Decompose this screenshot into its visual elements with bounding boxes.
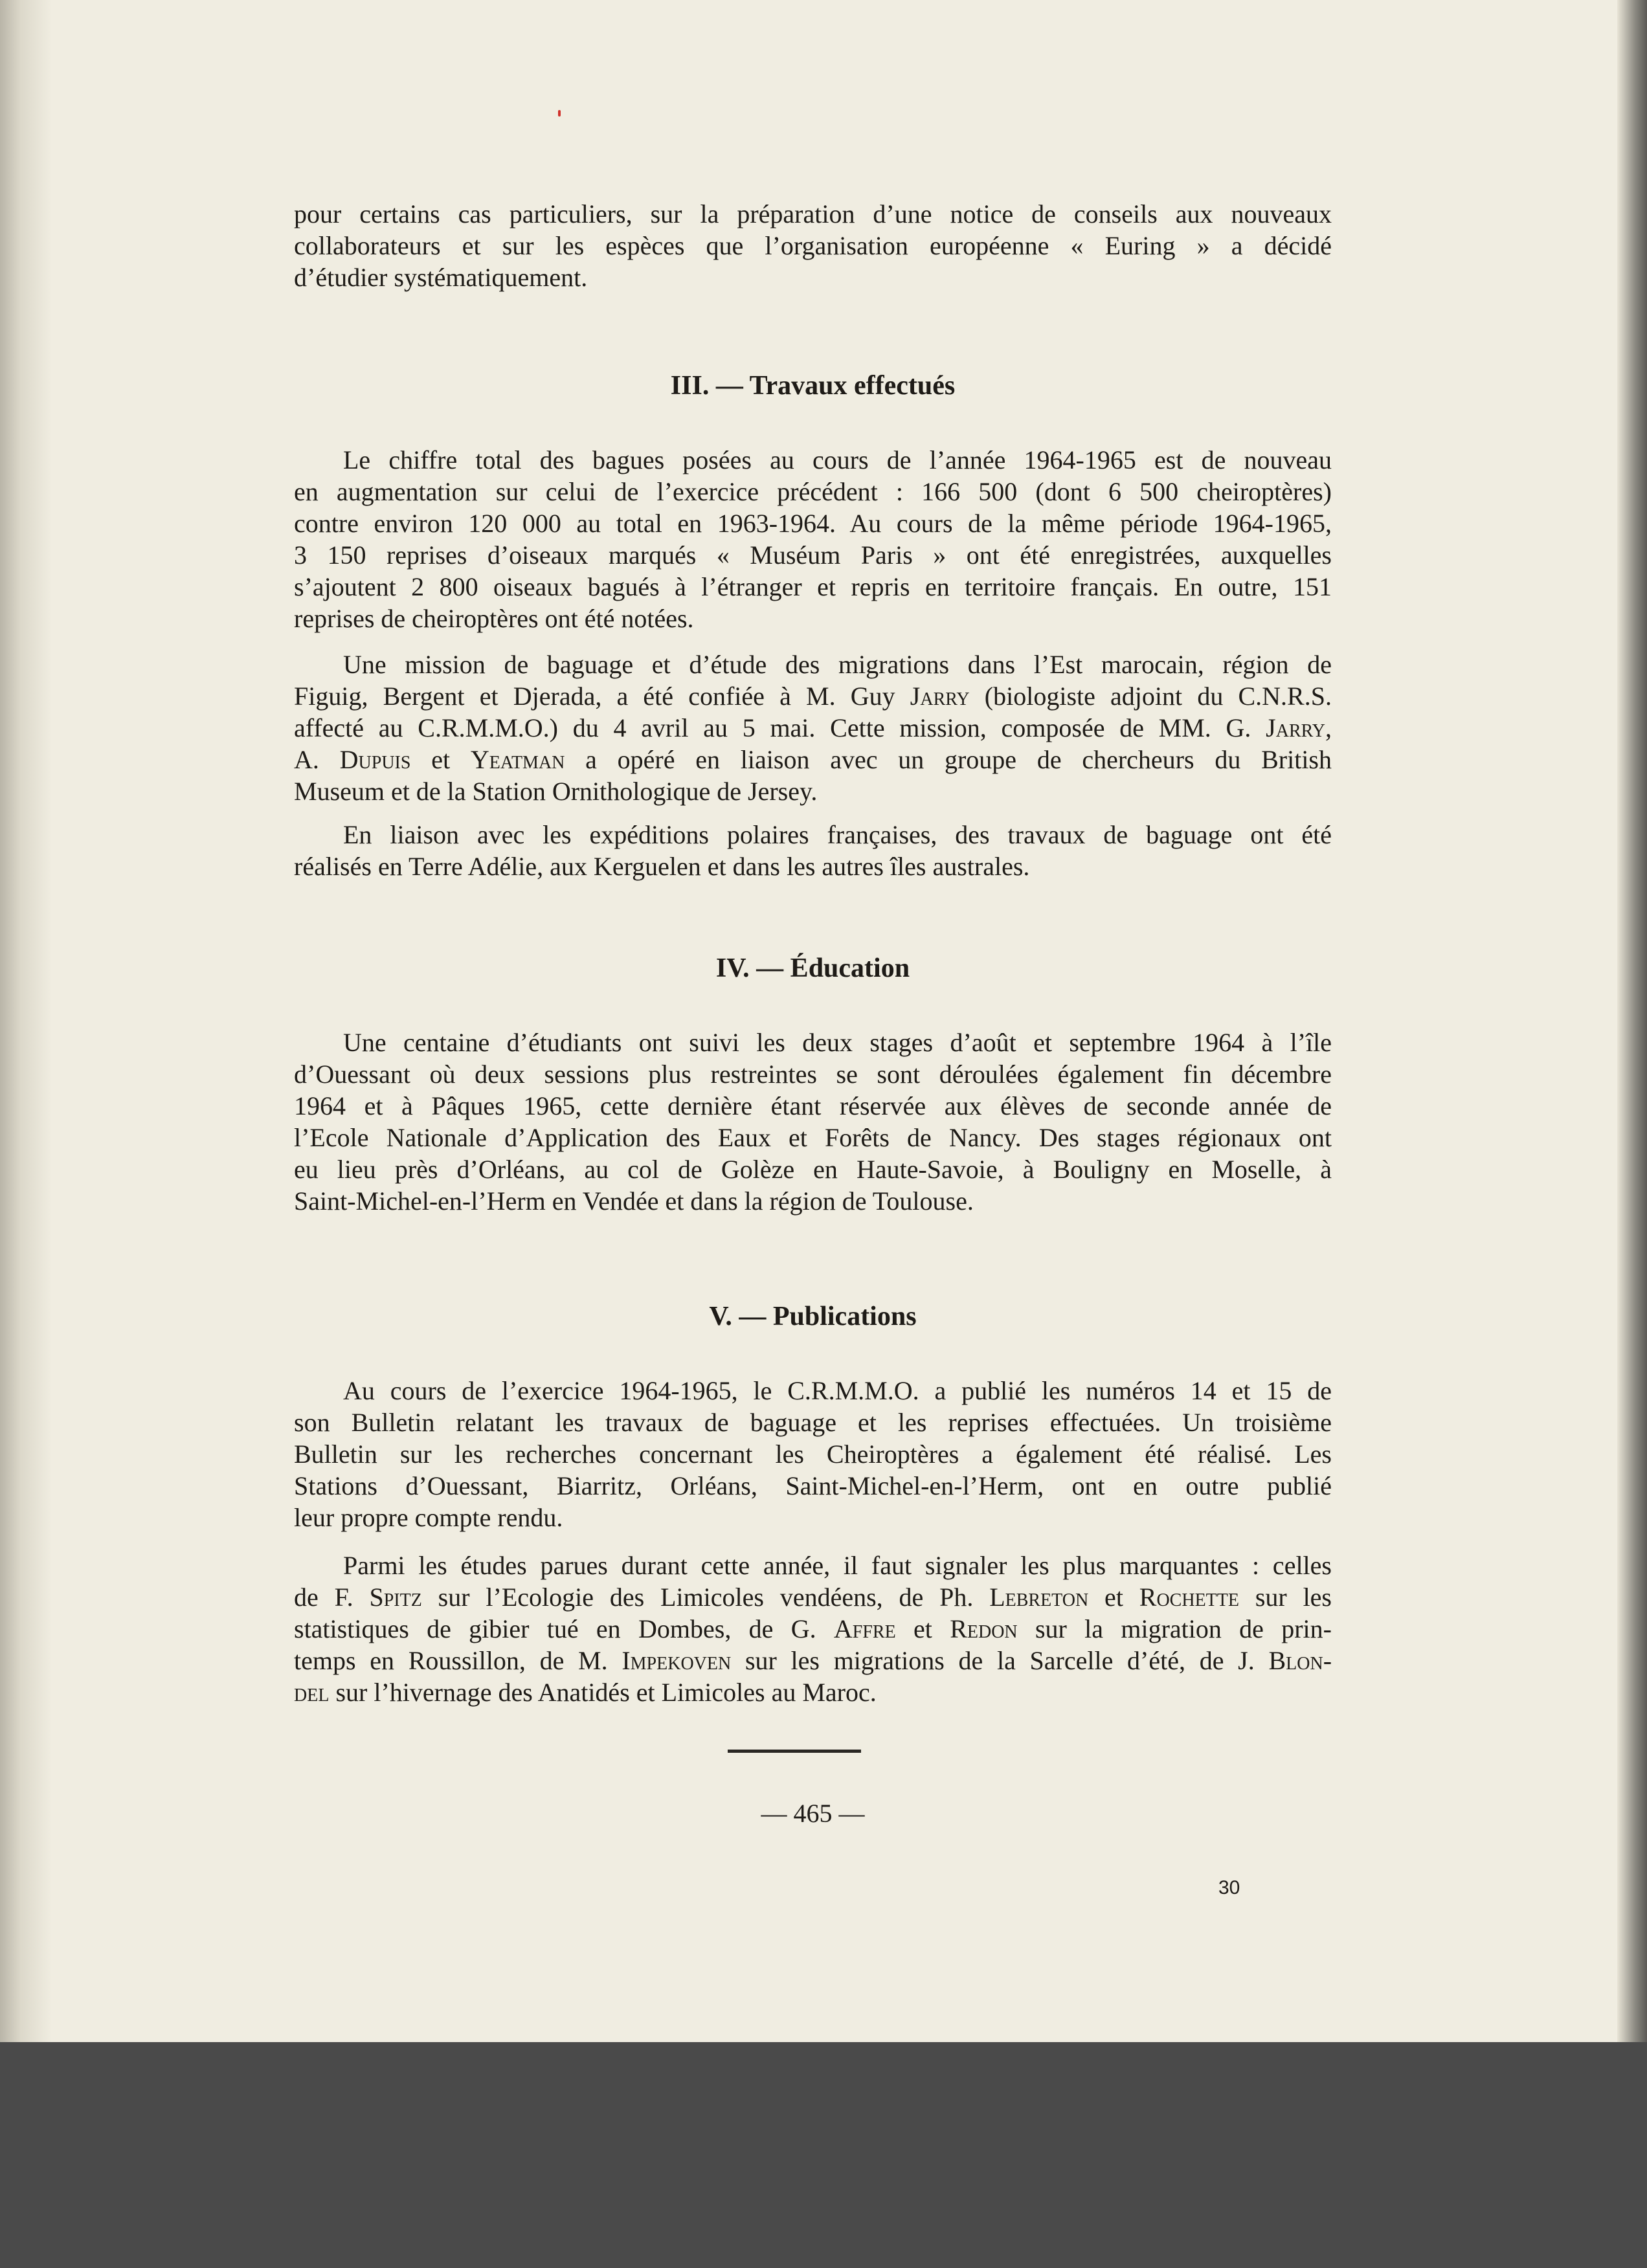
page-edge [1617, 0, 1647, 2045]
text-segment: a opéré en liaison avec un groupe de chercheurs du British [565, 745, 1332, 774]
text-line [294, 819, 1332, 850]
paragraph-etudes [294, 1550, 1332, 1708]
book-gutter-shadow [0, 0, 52, 2045]
text-segment: réalisés en Terre Adélie, aux Kerguelen et dans les autres îles australes. [294, 852, 1030, 881]
text-segment: En liaison avec les expéditions polaires françaises, des travaux de baguage ont été [343, 820, 1332, 849]
text-segment: 1964 et à Pâques 1965, cette dernière étant réservée aux élèves de seconde année de [294, 1091, 1332, 1120]
text-line [294, 649, 1332, 680]
text-segment: de F. [294, 1583, 370, 1612]
text-line [294, 1122, 1332, 1153]
text-line [294, 1090, 1332, 1122]
text-segment: d’Ouessant où deux sessions plus restreintes se sont déroulées également fin décembre [294, 1060, 1332, 1089]
text-segment: d’étudier systématiquement. [294, 263, 588, 292]
author-name: Yeatman [470, 745, 565, 774]
text-line [294, 850, 1332, 882]
text-segment: collaborateurs et sur les espèces que l’organisation européenne « Euring » a décidé [294, 231, 1332, 260]
paragraph-intro-continuation [294, 198, 1332, 293]
text-segment: Museum et de la Station Ornithologique de Jersey. [294, 777, 818, 806]
text-segment: statistiques de gibier tué en Dombes, de G. [294, 1614, 834, 1643]
paragraph-bulletin [294, 1375, 1332, 1533]
text-line [294, 1470, 1332, 1502]
author-name: Blon- [1268, 1646, 1332, 1675]
text-segment: Stations d’Ouessant, Biarritz, Orléans, Saint-Michel-en-l’Herm, ont en outre publié [294, 1471, 1332, 1500]
text-line [294, 507, 1332, 539]
section-heading-travaux: III. — Travaux effectués [670, 371, 956, 401]
text-line [294, 539, 1332, 571]
text-segment: Une mission de baguage et d’étude des migrations dans l’Est marocain, région de [343, 650, 1332, 679]
text-line [294, 198, 1332, 230]
text-line [294, 1550, 1332, 1581]
author-name: Dupuis [339, 745, 411, 774]
ink-mark [558, 110, 561, 117]
text-line [294, 775, 1332, 807]
text-segment: sur l’Ecologie des Limicoles vendéens, de Ph. [421, 1583, 990, 1612]
text-line [294, 1153, 1332, 1185]
author-name: Jarry [910, 682, 970, 711]
author-name: Lebreton [989, 1583, 1089, 1612]
text-segment: et [895, 1614, 950, 1643]
author-name: Jarry [1266, 713, 1325, 742]
text-line [294, 1027, 1332, 1058]
text-line [294, 1438, 1332, 1470]
text-line [294, 1406, 1332, 1438]
text-segment: reprises de cheiroptères ont été notées. [294, 604, 694, 633]
text-line [294, 1185, 1332, 1217]
text-segment: et [410, 745, 471, 774]
text-line [294, 603, 1332, 634]
text-line [294, 261, 1332, 293]
text-segment: contre environ 120 000 au total en 1963-1964. Au cours de la même période 1964-1965, [294, 509, 1332, 538]
section-heading-education: IV. — Éducation [715, 953, 910, 983]
text-line [294, 571, 1332, 603]
paragraph-total-bagues [294, 444, 1332, 634]
text-segment: Saint-Michel-en-l’Herm en Vendée et dans la région de Toulouse. [294, 1186, 974, 1216]
text-segment: pour certains cas particuliers, sur la préparation d’une notice de conseils aux nouveaux [294, 199, 1332, 228]
author-name: Spitz [369, 1583, 422, 1612]
text-segment: sur la migration de prin- [1017, 1614, 1332, 1643]
text-segment: s’ajoutent 2 800 oiseaux bagués à l’étranger et repris en territoire français. En outre, 151 [294, 572, 1332, 601]
text-line [294, 230, 1332, 261]
section-end-rule [728, 1750, 861, 1753]
text-segment: et [1088, 1583, 1139, 1612]
text-segment: Bulletin sur les recherches concernant les Cheiroptères a également été réalisé. Les [294, 1440, 1332, 1469]
page-number: — 465 — [761, 1799, 865, 1828]
text-segment: eu lieu près d’Orléans, au col de Golèze en Haute-Savoie, à Bouligny en Moselle, à [294, 1155, 1332, 1184]
signature-mark: 30 [1218, 1877, 1240, 1898]
text-segment: , [1325, 713, 1332, 742]
author-name: del [294, 1678, 330, 1707]
text-segment: sur les [1239, 1583, 1332, 1612]
text-segment: Au cours de l’exercice 1964-1965, le C.R.M.M.O. a publié les numéros 14 et 15 de [343, 1376, 1332, 1405]
text-line [294, 1613, 1332, 1645]
text-segment: l’Ecole Nationale d’Application des Eaux et Forêts de Nancy. Des stages régionaux ont [294, 1123, 1332, 1152]
text-segment: en augmentation sur celui de l’exercice précédent : 166 500 (dont 6 500 cheiroptères) [294, 477, 1332, 506]
author-name: Affre [833, 1614, 896, 1643]
text-segment: A. [294, 745, 340, 774]
text-segment: (biologiste adjoint du C.N.R.S. [969, 682, 1332, 711]
text-line [294, 712, 1332, 744]
text-segment: Parmi les études parues durant cette année, il faut signaler les plus marquantes : celles [343, 1551, 1332, 1580]
text-line [294, 680, 1332, 712]
paragraph-mission-maroc [294, 649, 1332, 807]
text-segment: 3 150 reprises d’oiseaux marqués « Muséum Paris » ont été enregistrées, auxquelles [294, 540, 1332, 570]
text-line [294, 1375, 1332, 1406]
author-name: Rochette [1139, 1583, 1239, 1612]
text-segment: sur l’hivernage des Anatidés et Limicoles au Maroc. [329, 1678, 877, 1707]
text-line [294, 1502, 1332, 1533]
text-segment: affecté au C.R.M.M.O.) du 4 avril au 5 mai. Cette mission, composée de MM. G. [294, 713, 1266, 742]
paragraph-expeditions-polaires [294, 819, 1332, 882]
text-segment: Figuig, Bergent et Djerada, a été confiée à M. Guy [294, 682, 910, 711]
text-line [294, 744, 1332, 775]
text-line [294, 1058, 1332, 1090]
text-line [294, 476, 1332, 507]
text-segment: Une centaine d’étudiants ont suivi les deux stages d’août et septembre 1964 à l’île [343, 1028, 1332, 1057]
paragraph-stages [294, 1027, 1332, 1217]
text-line [294, 1645, 1332, 1676]
text-segment: temps en Roussillon, de M. [294, 1646, 622, 1675]
text-segment: son Bulletin relatant les travaux de baguage et les reprises effectuées. Un troisième [294, 1408, 1332, 1437]
section-heading-publications: V. — Publications [709, 1302, 917, 1331]
text-segment: sur les migrations de la Sarcelle d’été, de J. [731, 1646, 1269, 1675]
text-line [294, 444, 1332, 476]
author-name: Impekoven [622, 1646, 732, 1675]
author-name: Redon [950, 1614, 1018, 1643]
text-segment: Le chiffre total des bagues posées au cours de l’année 1964-1965 est de nouveau [343, 445, 1332, 474]
text-line [294, 1581, 1332, 1613]
text-line [294, 1676, 1332, 1708]
text-segment: leur propre compte rendu. [294, 1503, 563, 1532]
scanner-background [0, 2042, 1647, 2268]
